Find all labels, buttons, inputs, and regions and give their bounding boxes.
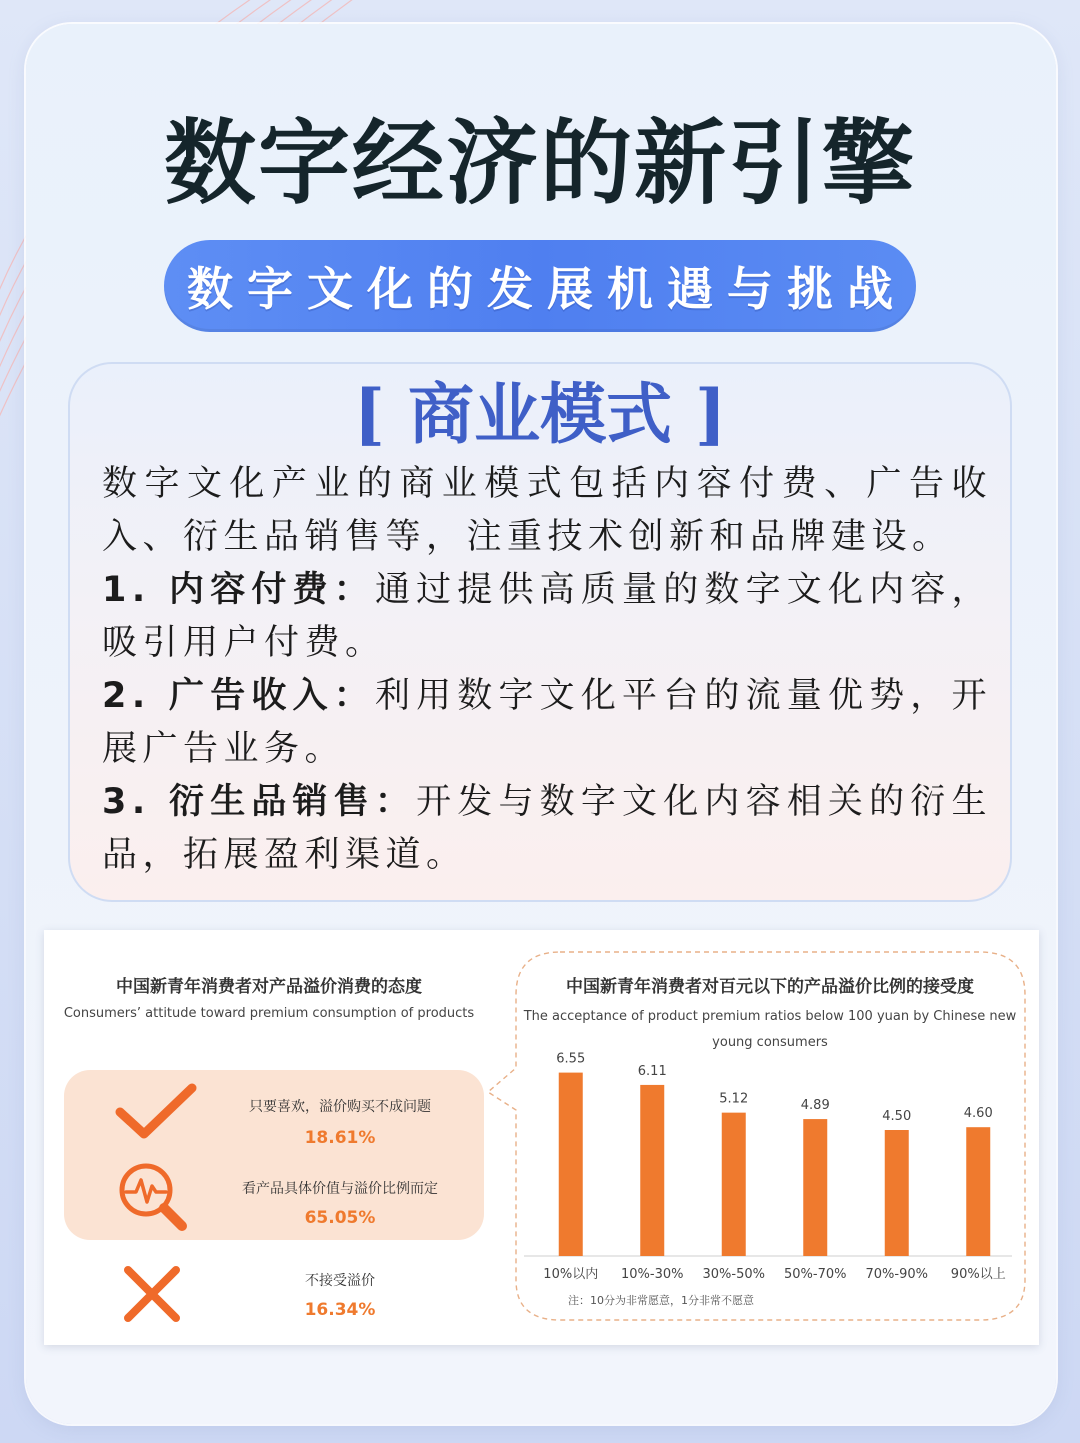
attitude-title: 中国新青年消费者对产品溢价消费的态度 [116,977,422,997]
category-tick-label: 70%-90% [865,1267,928,1282]
list-item-text: 利用数字文化平台的流量优势，开展广告业务。 [102,676,992,769]
cross-icon [122,1264,182,1324]
attitude-percent: 18.61% [304,1128,376,1148]
list-item-label: 3. 衍生品销售： [102,782,417,822]
bar [559,1073,583,1256]
bar [722,1113,746,1256]
category-tick-label: 10%以内 [543,1267,599,1282]
list-item-text: 通过提供高质量的数字文化内容，吸引用户付费。 [102,570,992,663]
list-item [102,564,992,670]
list-item [102,670,992,776]
category-tick-label: 10%-30% [621,1267,684,1282]
section-body [102,458,992,882]
section-intro: 数字文化产业的商业模式包括内容付费、广告收入、衍生品销售等，注重技术创新和品牌建设。 [102,464,992,557]
bar [885,1130,909,1256]
chart-title: 中国新青年消费者对百元以下的产品溢价比例的接受度 [566,977,974,997]
chart-note: 注：10分为非常愿意，1分非常不愿意 [568,1294,754,1307]
bar [803,1119,827,1256]
subtitle-text: 数字文化的发展机遇与挑战 [187,262,907,316]
subtitle-banner [164,240,916,332]
page-title: 数字经济的新引擎 [163,109,916,217]
bar-value-label: 4.50 [882,1109,912,1124]
section-heading: [ 商业模式 ] [353,375,727,453]
attitude-label: 不接受溢价 [305,1273,375,1289]
bar-value-label: 6.55 [556,1051,586,1067]
attitude-percent: 65.05% [304,1208,376,1228]
list-item-label: 2. 广告收入： [102,676,375,716]
bar [966,1127,990,1256]
list-item-text: 开发与数字文化内容相关的衍生品，拓展盈利渠道。 [102,782,992,875]
category-tick-label: 30%-50% [702,1267,765,1282]
attitude-subtitle: Consumers’ attitude toward premium consumption of products [63,1006,475,1021]
list-item [102,776,992,882]
check-icon [114,1082,198,1142]
bar-value-label: 4.89 [800,1098,830,1114]
bar-chart [520,1040,1020,1290]
bar-value-label: 4.60 [963,1106,993,1122]
magnifier-pulse-icon [116,1160,190,1234]
bar-value-label: 6.11 [637,1063,667,1079]
category-tick-label: 90%以上 [950,1267,1006,1282]
category-tick-label: 50%-70% [784,1267,847,1282]
attitude-label: 只要喜欢，溢价购买不成问题 [249,1099,431,1115]
bar-value-label: 5.12 [719,1091,749,1107]
chart-subtitle: The acceptance of product premium ratios below 100 yuan by Chinese new young consumers [523,1009,1017,1050]
attitude-label: 看产品具体价值与溢价比例而定 [242,1181,438,1197]
attitude-percent: 16.34% [304,1300,376,1320]
list-item-label: 1. 内容付费： [102,570,375,610]
bar [640,1085,664,1256]
